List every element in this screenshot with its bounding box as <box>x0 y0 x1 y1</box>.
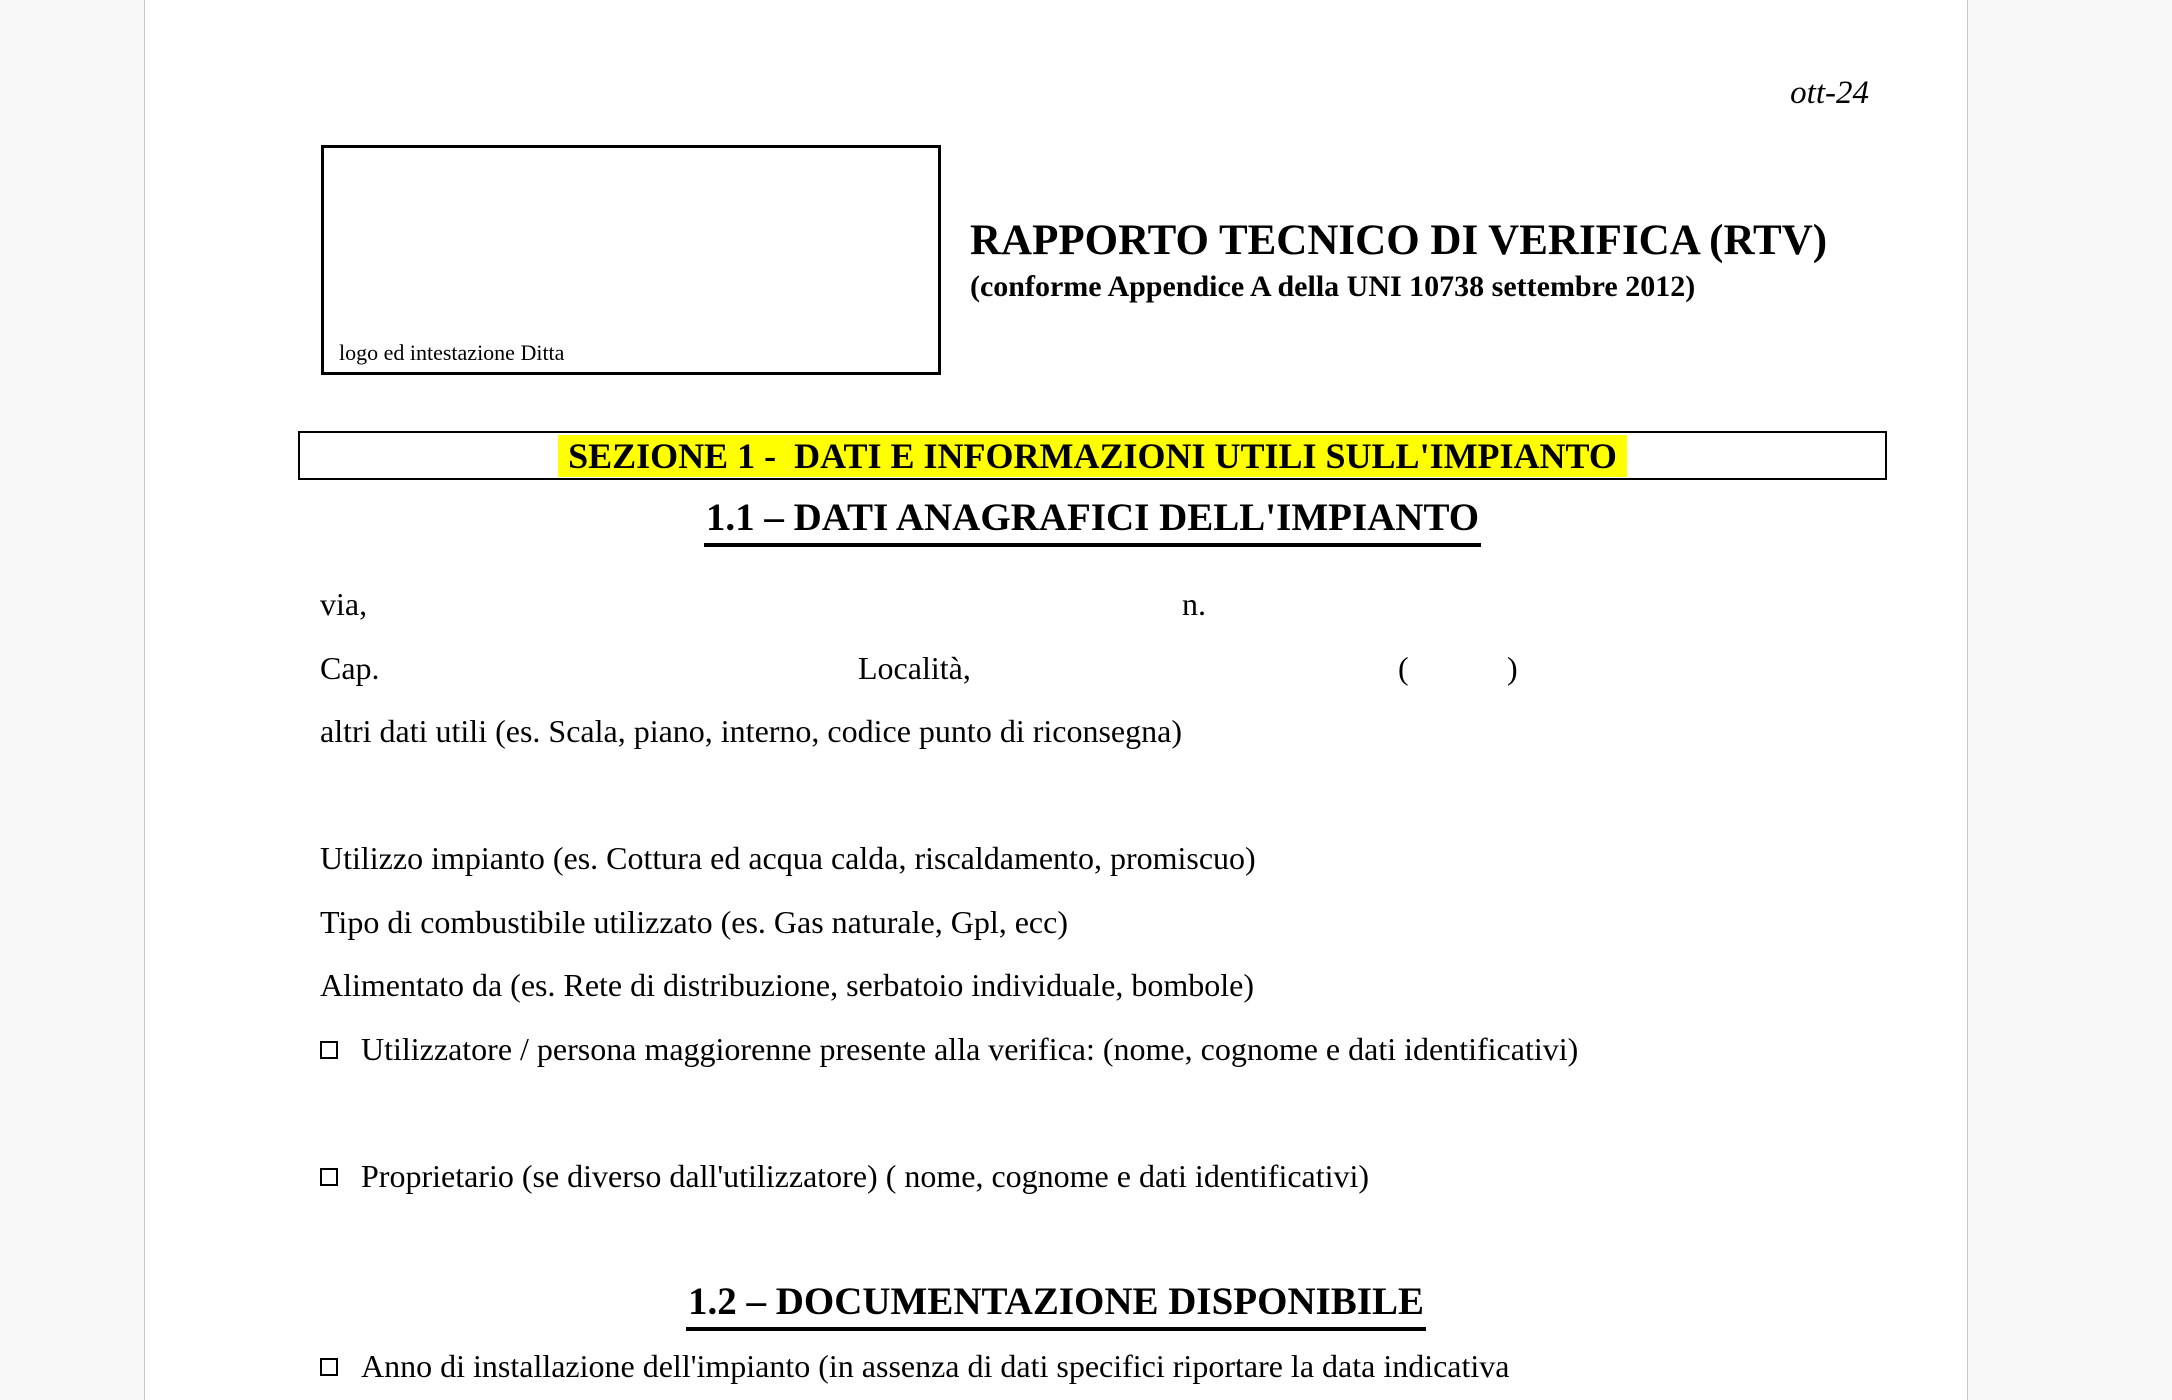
heading-1-1: 1.1 – DATI ANAGRAFICI DELL'IMPIANTO <box>704 496 1481 547</box>
utilizzo-row <box>145 827 1967 891</box>
date-stamp: ott-24 <box>1790 75 1869 111</box>
combustibile-label: Tipo di combustibile utilizzato (es. Gas naturale, Gpl, ecc) <box>320 903 1068 940</box>
section1-banner-text: SEZIONE 1 - DATI E INFORMAZIONI UTILI SULL'IMPIANTO <box>558 435 1627 477</box>
heading-1-2-row <box>145 1272 1967 1336</box>
blank-line <box>145 764 1967 828</box>
proprietario-checklist-row <box>145 1145 1967 1209</box>
anno-label: Anno di installazione dell'impianto (in assenza di dati specifici riportare la data indicativa <box>361 1348 1510 1384</box>
provincia-paren-close: ) <box>1507 649 1518 686</box>
altri-dati-row <box>145 700 1967 764</box>
alimentato-label: Alimentato da (es. Rete di distribuzione, serbatoio individuale, bombole) <box>320 967 1254 1003</box>
cap-localita-row <box>145 637 1967 701</box>
proprietario-label: Proprietario (se diverso dall'utilizzatore) ( nome, cognome e dati identificativi) <box>361 1157 1370 1194</box>
heading-1-1-wrap <box>298 496 1887 547</box>
checkbox-icon[interactable] <box>320 1168 338 1186</box>
cap-label: Cap. <box>320 649 380 686</box>
section1-banner-box <box>298 431 1887 480</box>
via-label: via, <box>320 586 368 622</box>
checkbox-icon[interactable] <box>320 1041 338 1059</box>
utilizzatore-checklist-row <box>145 1018 1967 1082</box>
utilizzatore-label: Utilizzatore / persona maggiorenne presente alla verifica: (nome, cognome e dati identificativi) <box>361 1030 1579 1067</box>
provincia-paren-open: ( <box>1398 649 1409 686</box>
localita-label: Località, <box>858 649 971 686</box>
alimentato-row <box>145 954 1967 1018</box>
blank-line <box>145 1081 1967 1145</box>
combustibile-row <box>145 891 1967 955</box>
heading-1-2: 1.2 – DOCUMENTAZIONE DISPONIBILE <box>686 1280 1426 1331</box>
report-header <box>970 216 1930 306</box>
logo-placeholder-box <box>321 145 941 375</box>
form-body <box>145 573 1967 1399</box>
document-page <box>144 0 1968 1400</box>
altri-dati-label: altri dati utili (es. Scala, piano, interno, codice punto di riconsegna) <box>320 713 1182 749</box>
address-row <box>145 573 1967 637</box>
logo-placeholder-caption: logo ed intestazione Ditta <box>339 340 565 365</box>
report-subtitle: (conforme Appendice A della UNI 10738 settembre 2012) <box>970 270 1696 303</box>
checkbox-icon[interactable] <box>320 1358 338 1376</box>
blank-line <box>145 1208 1967 1272</box>
numero-label: n. <box>1182 586 1206 622</box>
utilizzo-label: Utilizzo impianto (es. Cottura ed acqua calda, riscaldamento, promiscuo) <box>320 840 1256 876</box>
report-title: RAPPORTO TECNICO DI VERIFICA (RTV) <box>970 217 1828 264</box>
anno-checklist-row <box>145 1335 1967 1399</box>
